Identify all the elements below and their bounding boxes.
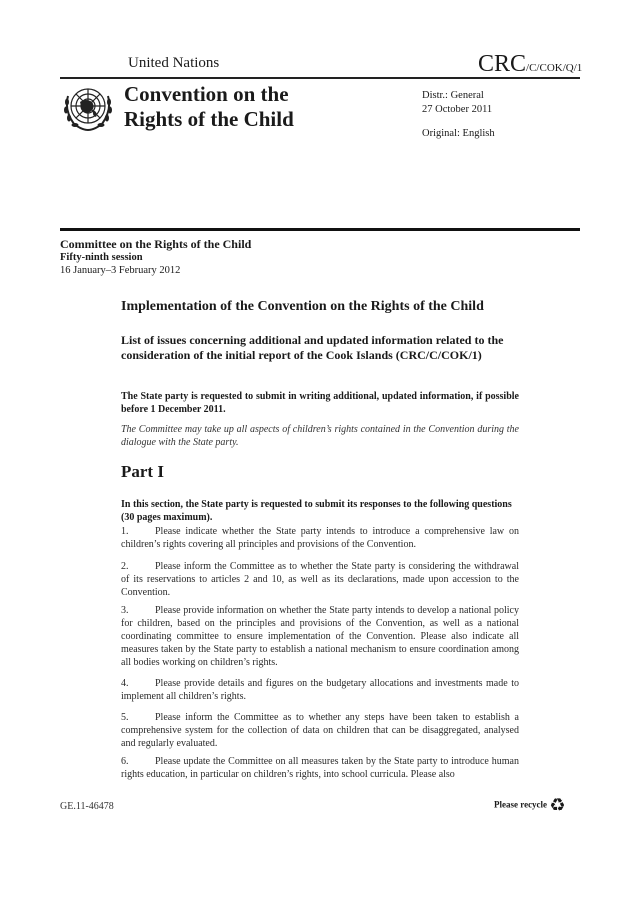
organization-name: United Nations (128, 55, 220, 71)
distribution: Distr.: General (422, 90, 484, 101)
un-emblem-icon (60, 80, 116, 136)
issue-date: 27 October 2011 (422, 104, 493, 115)
part-title: Part I (121, 462, 164, 481)
symbol-main: CRC (478, 51, 527, 77)
masthead-rule (60, 228, 580, 231)
paragraph-6 (121, 755, 519, 781)
header-rule (60, 77, 580, 79)
paragraph-number: 5. (121, 712, 129, 723)
symbol-sub: /C/COK/Q/1 (526, 62, 583, 74)
paragraph-number: 2. (121, 561, 129, 572)
paragraph-2 (121, 560, 519, 599)
submission-request: The State party is requested to submit in writing additional, updated information, if possible before 1 December 2011. (121, 391, 519, 415)
paragraph-3 (121, 604, 519, 669)
main-heading: Implementation of the Convention on the Rights of the Child (121, 299, 484, 314)
paragraph-text: Please provide information on whether the State party intends to develop a national policy for children, based on the principles and provisions of the Convention, as well as a national coordinating committee to ensure implementation of the Convention. Please also indicate all measures taken by the State party to establish a national mechanism to ensure coordination among all bodies working on children’s rights. (121, 605, 519, 668)
title-line-2: Rights of the Child (124, 107, 294, 131)
session-name: Fifty-ninth session (60, 252, 143, 263)
paragraph-text: Please inform the Committee as to whether any steps have been taken to establish a comprehensive system for the collection of data on children that can be disaggregated, analysed and regularly evaluated. (121, 712, 519, 749)
paragraph-text: Please inform the Committee as to whether the State party is considering the withdrawal of its reservations to articles 2 and 10, as well as its declarations, made upon accession to the Convention. (121, 561, 519, 598)
original-language: Original: English (422, 128, 495, 139)
recycle-notice (494, 795, 565, 816)
paragraph-5 (121, 711, 519, 750)
document-number: GE.11-46478 (60, 801, 114, 812)
recycle-text: Please recycle (494, 799, 548, 810)
section-intro: In this section, the State party is requested to submit its responses to the following questions (30 pages maximum). (121, 499, 512, 523)
session-dates: 16 January–3 February 2012 (60, 265, 181, 276)
distribution-block (422, 89, 495, 141)
recycle-icon: ♻ (549, 795, 566, 815)
title-line-1: Convention on the (124, 82, 289, 106)
paragraph-number: 3. (121, 605, 129, 616)
paragraph-number: 4. (121, 678, 129, 689)
paragraph-number: 1. (121, 526, 129, 537)
document-title (124, 82, 294, 132)
paragraph-text: Please provide details and figures on the budgetary allocations and investments made to implement all children’s rights. (121, 678, 519, 702)
committee-note: The Committee may take up all aspects of children’s rights contained in the Convention during the dialogue with the State party. (121, 424, 519, 448)
paragraph-text: Please update the Committee on all measures taken by the State party to introduce human rights education, in particular on children’s rights, into school curricula. Please also (121, 756, 519, 780)
paragraph-4 (121, 677, 519, 703)
subheading: List of issues concerning additional and updated information related to the consideration of the initial report of the Cook Islands (CRC/C/COK/1) (121, 333, 504, 362)
committee-block (60, 237, 251, 277)
paragraph-text: Please indicate whether the State party intends to introduce a comprehensive law on children’s rights covering all principles and provisions of the Convention. (121, 526, 519, 550)
paragraph-number: 6. (121, 756, 129, 767)
committee-name: Committee on the Rights of the Child (60, 237, 252, 251)
paragraph-1 (121, 525, 519, 551)
